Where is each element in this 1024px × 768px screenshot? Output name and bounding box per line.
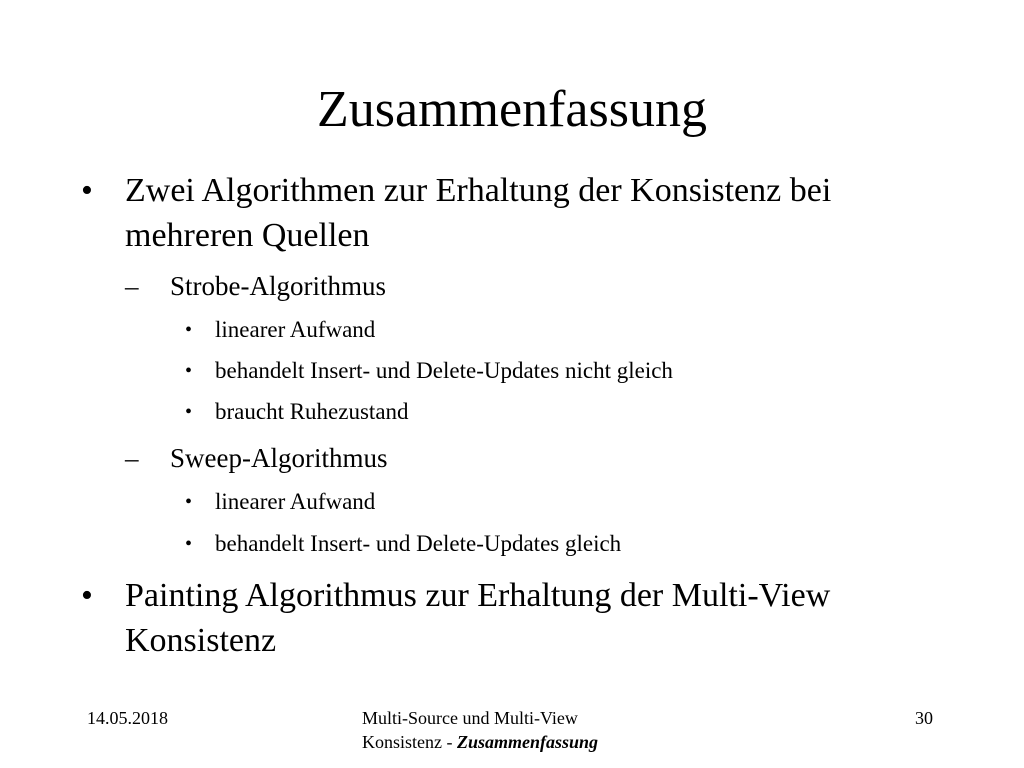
point-text: linearer Aufwand — [215, 489, 376, 514]
bullet-icon: • — [81, 172, 93, 209]
point-text: braucht Ruhezustand — [215, 399, 409, 424]
bullet-icon: • — [185, 360, 193, 382]
sub-item-text: Sweep-Algorithmus — [170, 443, 388, 473]
bullet-text: Painting Algorithmus zur Erhaltung der Multi-View Konsistenz — [125, 577, 831, 659]
sub-item — [125, 441, 388, 475]
footer-title-line1: Multi-Source und Multi-View — [362, 708, 578, 728]
bullet-item — [81, 168, 915, 258]
point-item — [185, 356, 673, 386]
footer-title — [362, 706, 598, 754]
sub-item-text: Strobe-Algorithmus — [170, 271, 386, 301]
point-text: behandelt Insert- und Delete-Updates nicht gleich — [215, 358, 673, 383]
bullet-icon: • — [185, 533, 193, 555]
slide-title: Zusammenfassung — [317, 81, 707, 138]
bullet-icon: • — [185, 491, 193, 513]
point-item — [185, 487, 376, 517]
footer-title-line2 — [362, 730, 598, 754]
point-item — [185, 315, 376, 345]
page-number: 30 — [915, 708, 933, 728]
footer-title-plain: Konsistenz - — [362, 732, 457, 752]
bullet-icon: • — [185, 319, 193, 341]
point-text: linearer Aufwand — [215, 317, 376, 342]
dash-icon: – — [125, 443, 139, 473]
bullet-item — [81, 573, 915, 663]
bullet-icon: • — [185, 401, 193, 423]
sub-item — [125, 269, 386, 303]
footer-title-emphasis: Zusammenfassung — [456, 732, 599, 752]
dash-icon: – — [125, 271, 139, 301]
point-item — [185, 529, 622, 559]
point-item — [185, 397, 409, 427]
footer-date: 14.05.2018 — [87, 708, 168, 728]
bullet-icon: • — [81, 577, 93, 614]
point-text: behandelt Insert- und Delete-Updates gleich — [215, 531, 622, 556]
bullet-text: Zwei Algorithmen zur Erhaltung der Konsistenz bei mehreren Quellen — [125, 172, 832, 254]
